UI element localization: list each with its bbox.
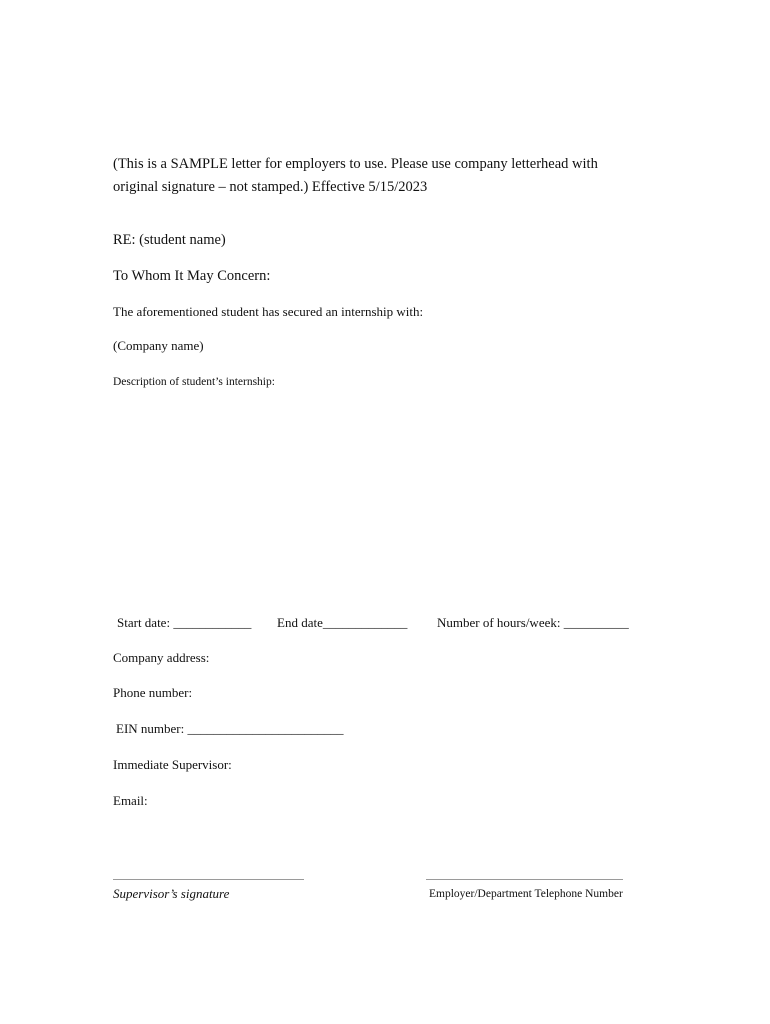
re-line: RE: (student name) bbox=[113, 232, 226, 248]
salutation: To Whom It May Concern: bbox=[113, 268, 271, 284]
company-address-label: Company address: bbox=[113, 650, 210, 665]
start-date-field: Start date: ____________ bbox=[117, 615, 252, 630]
internship-statement: The aforementioned student has secured an internship with: bbox=[113, 304, 424, 319]
ein-number-field: EIN number: ________________________ bbox=[116, 721, 344, 736]
telephone-signature-line bbox=[426, 879, 623, 880]
employer-telephone-caption: Employer/Department Telephone Number bbox=[429, 888, 623, 900]
company-name-placeholder: (Company name) bbox=[113, 338, 204, 353]
intro-line-2: original signature – not stamped.) Effective 5/15/2023 bbox=[113, 179, 428, 195]
supervisor-signature-line bbox=[113, 879, 304, 880]
hours-per-week-field: Number of hours/week: __________ bbox=[437, 615, 629, 630]
supervisor-signature-caption: Supervisor’s signature bbox=[113, 886, 230, 901]
end-date-field: End date_____________ bbox=[277, 615, 408, 630]
immediate-supervisor-label: Immediate Supervisor: bbox=[113, 757, 232, 772]
intro-line-1: (This is a SAMPLE letter for employers to use. Please use company letterhead with bbox=[113, 156, 598, 172]
email-label: Email: bbox=[113, 793, 148, 808]
description-label: Description of student’s internship: bbox=[113, 376, 275, 388]
phone-number-label: Phone number: bbox=[113, 685, 193, 700]
